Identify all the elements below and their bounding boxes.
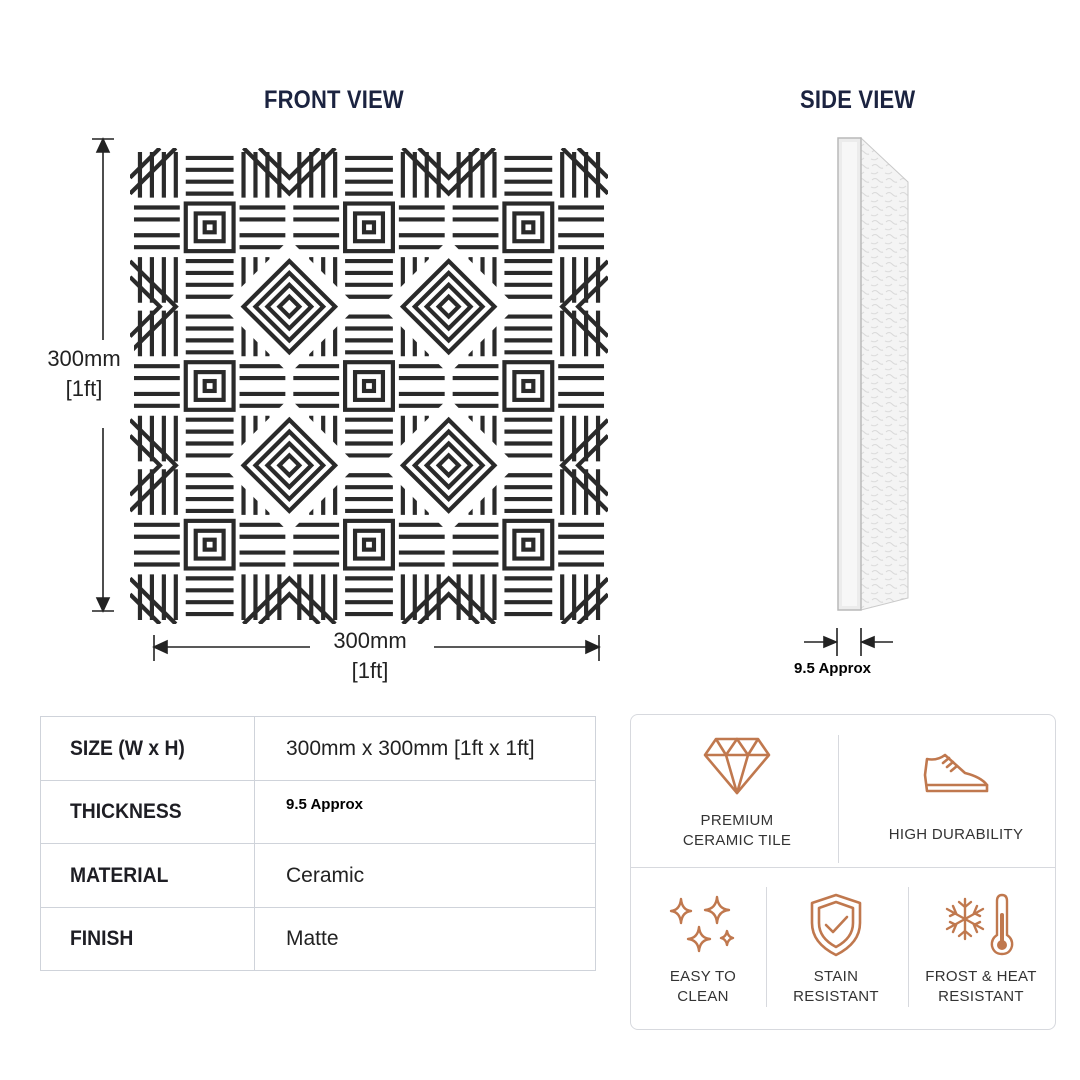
feature-label-line1: STAIN (813, 968, 859, 985)
tile-front-view (130, 148, 608, 624)
feature-easy-clean (639, 893, 767, 1007)
feature-premium (647, 733, 827, 851)
feature-frost-heat (911, 891, 1051, 1007)
diamond-icon (702, 733, 772, 797)
snowflake-thermometer-icon (941, 891, 1021, 959)
feature-label-line2: CLEAN (677, 988, 729, 1005)
shoe-icon (919, 745, 993, 801)
feature-stain-resistant (771, 891, 901, 1007)
height-dimension-value: 300mm (47, 346, 121, 371)
height-dimension-imperial: [1ft] (65, 376, 103, 401)
side-view-title: SIDE VIEW (800, 86, 916, 114)
side-thickness-label: 9.5 Approx (794, 660, 871, 677)
spec-row-thickness (41, 780, 595, 844)
spec-label: MATERIAL (70, 864, 169, 887)
feature-label-line1: FROST & HEAT (925, 968, 1037, 985)
shield-check-icon (806, 891, 866, 959)
spec-value: 9.5 Approx (286, 796, 363, 813)
feature-durability (861, 745, 1051, 845)
width-dimension-imperial: [1ft] (351, 658, 389, 683)
feature-label-line2: RESISTANT (793, 988, 879, 1005)
feature-label-line2: CERAMIC TILE (682, 832, 792, 849)
width-dimension-label (318, 626, 422, 686)
feature-divider (631, 867, 1055, 868)
tile-side-view (800, 120, 940, 680)
spec-value: Matte (286, 927, 339, 950)
feature-divider (838, 735, 839, 863)
spec-row-material (41, 844, 595, 908)
spec-value: Ceramic (286, 864, 365, 887)
width-dimension-value: 300mm (333, 628, 407, 653)
spec-table-bottom-border (40, 970, 596, 971)
spec-value: 300mm x 300mm [1ft x 1ft] (286, 737, 535, 760)
features-panel (630, 714, 1056, 1030)
spec-label: SIZE (W x H) (70, 737, 185, 760)
feature-label-line1: HIGH DURABILITY (888, 826, 1024, 843)
feature-label-line2: RESISTANT (938, 988, 1024, 1005)
spec-label: THICKNESS (70, 800, 182, 823)
spec-row-finish (41, 907, 595, 970)
front-view-title: FRONT VIEW (264, 86, 404, 114)
spec-table (40, 716, 596, 971)
feature-label-line1: EASY TO (669, 968, 737, 985)
feature-divider (908, 887, 909, 1007)
feature-label-line1: PREMIUM (700, 812, 774, 829)
height-dimension-label (34, 344, 134, 404)
spec-label: FINISH (70, 927, 134, 950)
sparkle-icon (663, 893, 743, 959)
spec-row-size (41, 717, 595, 781)
spec-column-divider (254, 717, 255, 971)
